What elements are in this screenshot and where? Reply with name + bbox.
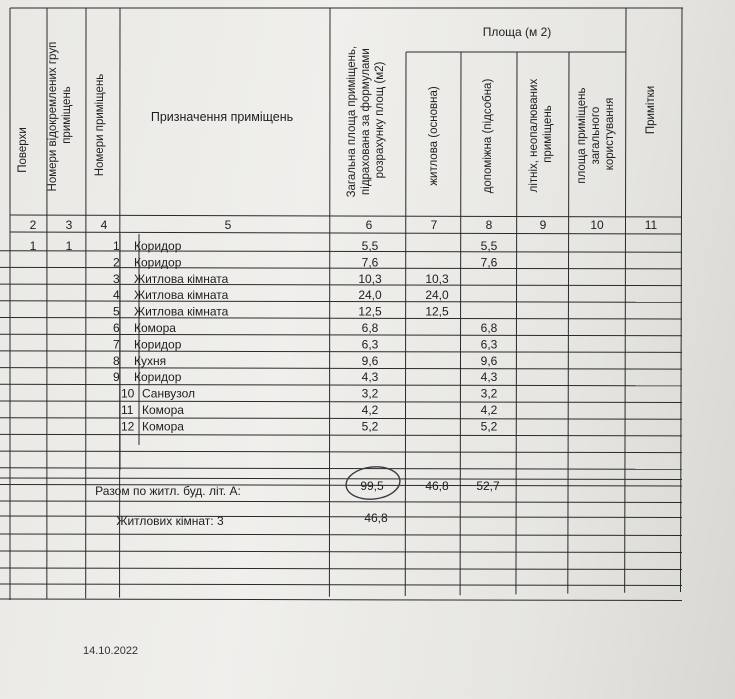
row-line — [0, 351, 682, 353]
room-name: Житлова кімната — [134, 288, 229, 303]
column-line — [681, 8, 683, 592]
table-row — [121, 387, 498, 401]
totals-label: Разом по житл. буд. літ. А: — [95, 484, 241, 498]
table-row — [113, 255, 498, 269]
room-aux-area: 5,2 — [480, 419, 498, 434]
room-name: Коридор — [134, 370, 182, 385]
row-line — [0, 434, 682, 436]
column-number: 8 — [485, 218, 493, 232]
floor-value: 1 — [29, 239, 37, 253]
room-number: 3 — [113, 271, 120, 286]
row-line — [0, 318, 682, 320]
room-total-area: 6,3 — [361, 337, 379, 352]
room-name: Житлова кімната — [134, 271, 229, 286]
room-aux-area: 4,3 — [480, 370, 498, 385]
room-total-area: 24,0 — [358, 288, 382, 303]
column-line — [568, 52, 569, 594]
group-value: 1 — [65, 239, 73, 253]
room-name: Житлова кімната — [134, 304, 229, 319]
column-line — [329, 8, 330, 597]
room-aux-area: 3,2 — [480, 386, 498, 401]
room-number: 5 — [113, 304, 120, 319]
room-total-area: 5,2 — [361, 419, 379, 434]
header-purpose: Призначення приміщень — [150, 110, 294, 124]
room-aux-area: 5,5 — [480, 239, 498, 253]
row-line — [0, 516, 682, 518]
living-rooms-label: Житлових кімнат: 3 — [116, 514, 224, 528]
row-line — [0, 568, 682, 570]
room-aux-area: 4,2 — [480, 403, 498, 417]
row-line — [0, 501, 682, 503]
row-line — [0, 368, 682, 370]
totals-total: 99,5 — [360, 479, 384, 493]
room-total-area: 12,5 — [358, 304, 382, 319]
row-line — [0, 384, 682, 386]
column-number: 10 — [590, 218, 604, 232]
row-line — [0, 418, 682, 420]
column-number: 9 — [539, 218, 547, 232]
column-number: 6 — [365, 218, 373, 232]
room-name: Комора — [142, 419, 184, 434]
room-name: Коридор — [134, 255, 182, 270]
room-living-area: 12,5 — [425, 304, 449, 319]
document-date: 14.10.2022 — [83, 645, 139, 657]
room-aux-area: 6,8 — [480, 321, 498, 335]
room-total-area: 9,6 — [361, 353, 379, 368]
room-living-area: 10,3 — [425, 271, 449, 286]
table-row — [113, 272, 449, 286]
table-row — [113, 337, 498, 351]
header-area-group: Площа (м 2) — [482, 25, 552, 39]
table-row — [121, 419, 498, 433]
row-line — [0, 251, 682, 253]
room-number: 4 — [113, 288, 120, 303]
room-number: 6 — [113, 321, 120, 335]
row-line — [0, 301, 682, 303]
row-line — [0, 284, 682, 286]
column-line — [460, 52, 461, 595]
room-total-area: 3,2 — [361, 386, 379, 401]
column-number: 7 — [430, 218, 438, 232]
room-total-area: 6,8 — [361, 321, 379, 335]
room-number: 12 — [121, 419, 135, 434]
column-number: 5 — [224, 218, 232, 232]
room-number: 11 — [121, 403, 134, 417]
table-row — [113, 305, 449, 319]
header-notes: Примітки — [645, 85, 657, 135]
table-row — [113, 321, 498, 335]
row-line — [0, 478, 682, 480]
row-line — [0, 599, 682, 601]
colnums-bottom-line — [10, 232, 682, 234]
row-line — [0, 267, 682, 269]
room-name: Санвузол — [142, 386, 195, 401]
room-aux-area: 7,6 — [480, 255, 498, 270]
column-line — [625, 8, 626, 593]
column-number: 3 — [65, 218, 73, 232]
column-number: 2 — [29, 218, 37, 232]
header-summer: літніх, неопалюваних приміщень — [528, 78, 554, 193]
room-name: Коридор — [134, 337, 182, 352]
row-line — [0, 584, 682, 586]
header-bottom-line — [10, 215, 682, 217]
row-line — [0, 334, 682, 336]
header-total-area: Загальна площа приміщень, підрахована за формулами розрахунку площ (м2) — [346, 45, 386, 198]
room-total-area: 4,3 — [361, 370, 379, 385]
row-line — [0, 468, 682, 470]
room-total-area: 4,2 — [361, 403, 379, 417]
living-rooms-area: 46,8 — [364, 511, 388, 525]
room-aux-area: 6,3 — [480, 337, 498, 352]
table-row — [113, 288, 449, 302]
room-number: 8 — [113, 353, 120, 368]
header-floors: Поверхи — [17, 127, 29, 173]
totals-living: 46,8 — [425, 479, 449, 493]
room-number: 7 — [113, 337, 120, 352]
row-line — [0, 551, 682, 553]
room-total-area: 7,6 — [361, 255, 379, 270]
column-line — [405, 52, 406, 596]
column-number: 11 — [644, 218, 658, 232]
room-living-area: 24,0 — [425, 288, 449, 303]
room-number: 1 — [113, 239, 120, 253]
row-line — [0, 401, 682, 403]
header-auxiliary: допоміжна (підсобна) — [482, 78, 494, 194]
row-line — [0, 534, 682, 536]
room-name: Комора — [142, 403, 184, 417]
room-number: 9 — [113, 370, 120, 385]
room-name: Кухня — [134, 353, 167, 368]
room-total-area: 5,5 — [361, 239, 379, 253]
table-row — [121, 403, 498, 417]
row-line — [0, 451, 682, 453]
room-total-area: 10,3 — [358, 271, 382, 286]
table-row — [113, 354, 498, 368]
totals-aux: 52,7 — [476, 479, 500, 493]
column-line — [516, 52, 517, 594]
header-living: житлова (основна) — [428, 86, 440, 186]
header-rooms: Номери приміщень — [94, 73, 106, 177]
column-number: 4 — [100, 218, 108, 232]
room-aux-area: 9,6 — [480, 353, 498, 368]
room-name: Комора — [134, 321, 176, 335]
room-number: 10 — [121, 386, 135, 401]
table-row — [113, 370, 498, 384]
header-common: площа приміщень загального користування — [576, 87, 616, 184]
room-number: 2 — [113, 255, 120, 270]
header-groups: Номери відокремлених груп приміщень — [47, 41, 73, 192]
room-name: Коридор — [134, 239, 182, 253]
